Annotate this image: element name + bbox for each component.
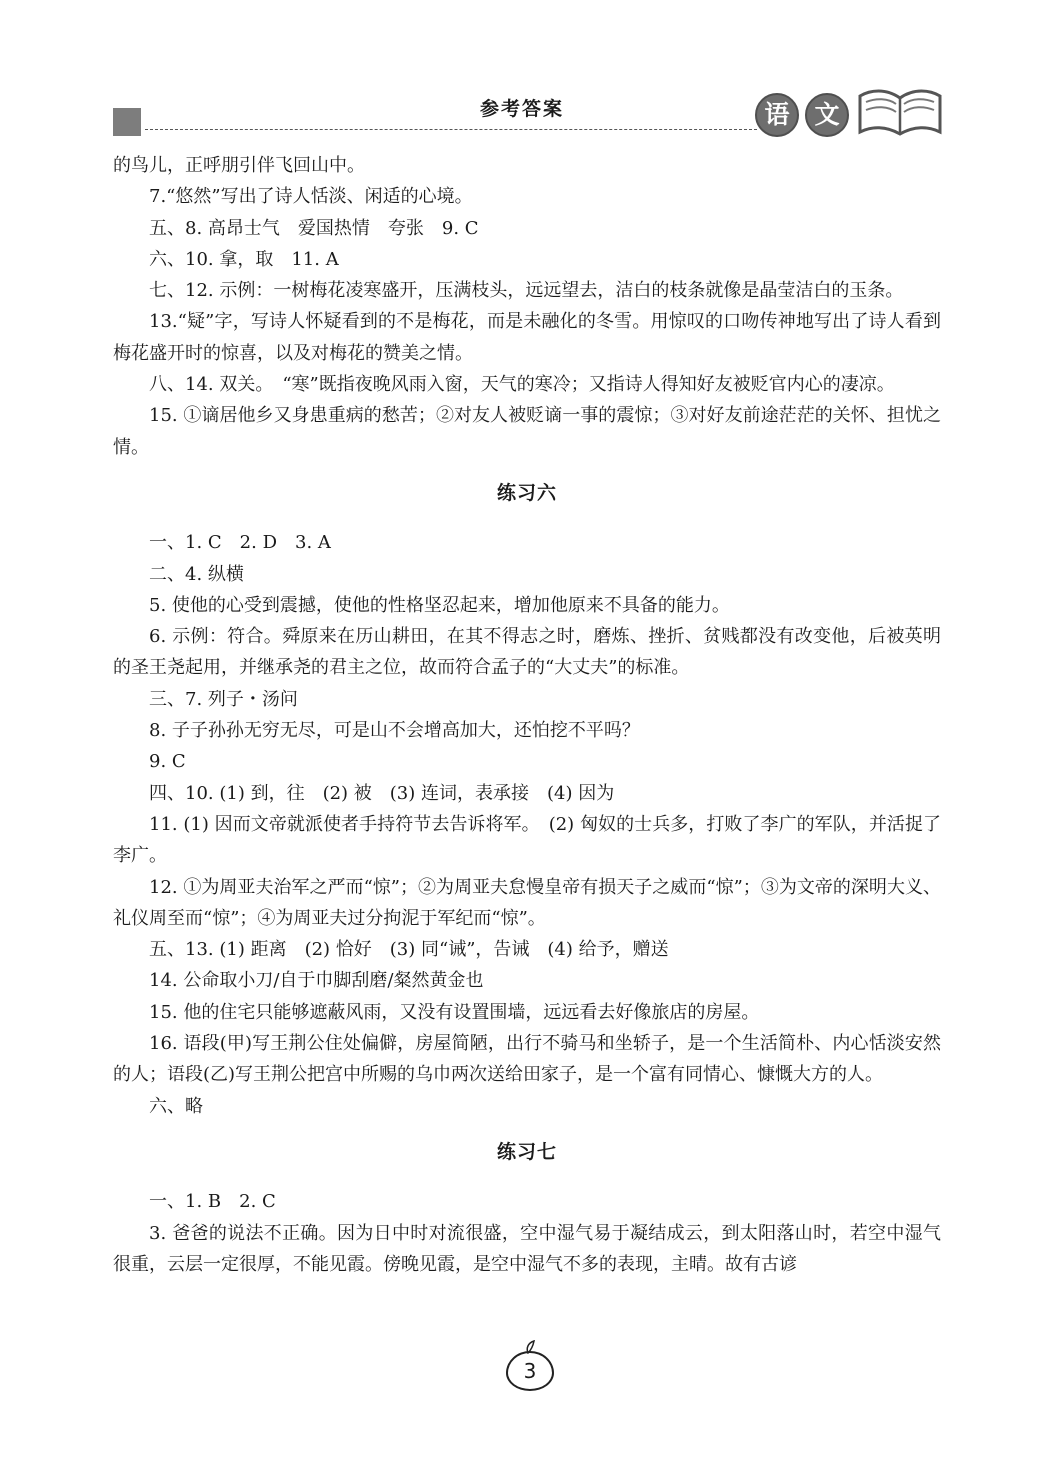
answer-line: 16. 语段(甲)写王荆公住处偏僻，房屋简陋，出行不骑马和坐轿子，是一个生活简朴、内心恬淡安然的人；语段(乙)写王荆公把宫中所赐的乌巾两次送给田家子，是一个富有同情心、慷慨大方的人。: [113, 1033, 941, 1086]
header-dashed-line: [145, 129, 757, 130]
answer-line: 四、10. (1) 到，往 (2) 被 (3) 连词，表承接 (4) 因为: [149, 782, 615, 804]
answer-content: [113, 150, 941, 1280]
answer-line: 五、8. 高昂士气 爱国热情 夸张 9. C: [149, 217, 479, 239]
answer-line: 五、13. (1) 距离 (2) 恰好 (3) 同“诫”，告诫 (4) 给予，赠送: [149, 939, 669, 961]
answer-line: 六、10. 拿，取 11. A: [149, 248, 339, 270]
answer-line: 一、1. B 2. C: [149, 1191, 276, 1213]
answer-line: 14. 公命取小刀/自于巾脚刮磨/粲然黄金也: [149, 970, 484, 992]
answer-line: 11. (1) 因而文帝就派使者手持符节去告诉将军。 (2) 匈奴的士兵多，打败了李广的军队，并活捉了李广。: [113, 813, 941, 867]
answer-line: 8. 子子孙孙无穷无尽，可是山不会增高加大，还怕挖不平吗？: [149, 720, 640, 742]
page-number: 3: [506, 1351, 554, 1391]
answer-line: 15. 他的住宅只能够遮蔽风雨，又没有设置围墙，远远看去好像旅店的房屋。: [149, 1001, 760, 1023]
answer-line: 一、1. C 2. D 3. A: [149, 532, 331, 554]
answer-line: 二、4. 纵横: [149, 563, 244, 585]
answer-line: 的鸟儿，正呼朋引伴飞回山中。: [113, 155, 365, 176]
answer-line: 六、略: [149, 1095, 203, 1117]
answer-line: 9. C: [149, 751, 186, 773]
open-book-icon: [856, 84, 944, 136]
section-heading: 练习七: [496, 1140, 557, 1163]
answer-line: 7.“悠然”写出了诗人恬淡、闲适的心境。: [149, 186, 473, 208]
subject-badge-yu: 语: [755, 93, 799, 137]
answer-line: 12. ①为周亚夫治军之严而“惊”；②为周亚夫怠慢皇帝有损天子之威而“惊”；③为文帝的深明大义、礼仪周至而“惊”；④为周亚夫过分拘泥于军纪而“惊”。: [113, 876, 941, 929]
subject-badge-wen: 文: [805, 93, 849, 137]
section-heading: 练习六: [496, 481, 557, 504]
answer-line: 5. 使他的心受到震撼，使他的性格坚忍起来，增加他原来不具备的能力。: [149, 594, 730, 616]
answer-line: 七、12. 示例：一树梅花凌寒盛开，压满枝头，远远望去，洁白的枝条就像是晶莹洁白的玉条。: [149, 280, 904, 302]
header-title: 参考答案: [480, 98, 565, 120]
answer-line: 八、14. 双关。 “寒”既指夜晚风雨入窗，天气的寒冷；又指诗人得知好友被贬官内心的凄凉。: [149, 374, 895, 396]
answer-line: 15. ①谪居他乡又身患重病的愁苦；②对友人被贬谪一事的震惊；③对好友前途茫茫的关怀、担忧之情。: [113, 405, 941, 458]
answer-line: 3. 爸爸的说法不正确。因为日中时对流很盛，空中湿气易于凝结成云，到太阳落山时，若空中湿气很重，云层一定很厚，不能见霞。傍晚见霞，是空中湿气不多的表现，主晴。故有古谚: [113, 1222, 941, 1275]
answer-line: 三、7. 列子・汤问: [149, 688, 298, 710]
header-square: [113, 108, 141, 136]
answer-line: 13.“疑”字，写诗人怀疑看到的不是梅花，而是未融化的冬雪。用惊叹的口吻传神地写出了诗人看到梅花盛开时的惊喜，以及对梅花的赞美之情。: [113, 311, 941, 364]
answer-line: 6. 示例：符合。舜原来在历山耕田，在其不得志之时，磨炼、挫折、贫贱都没有改变他，后被英明的圣王尧起用，并继承尧的君主之位，故而符合孟子的“大丈夫”的标准。: [113, 626, 941, 679]
